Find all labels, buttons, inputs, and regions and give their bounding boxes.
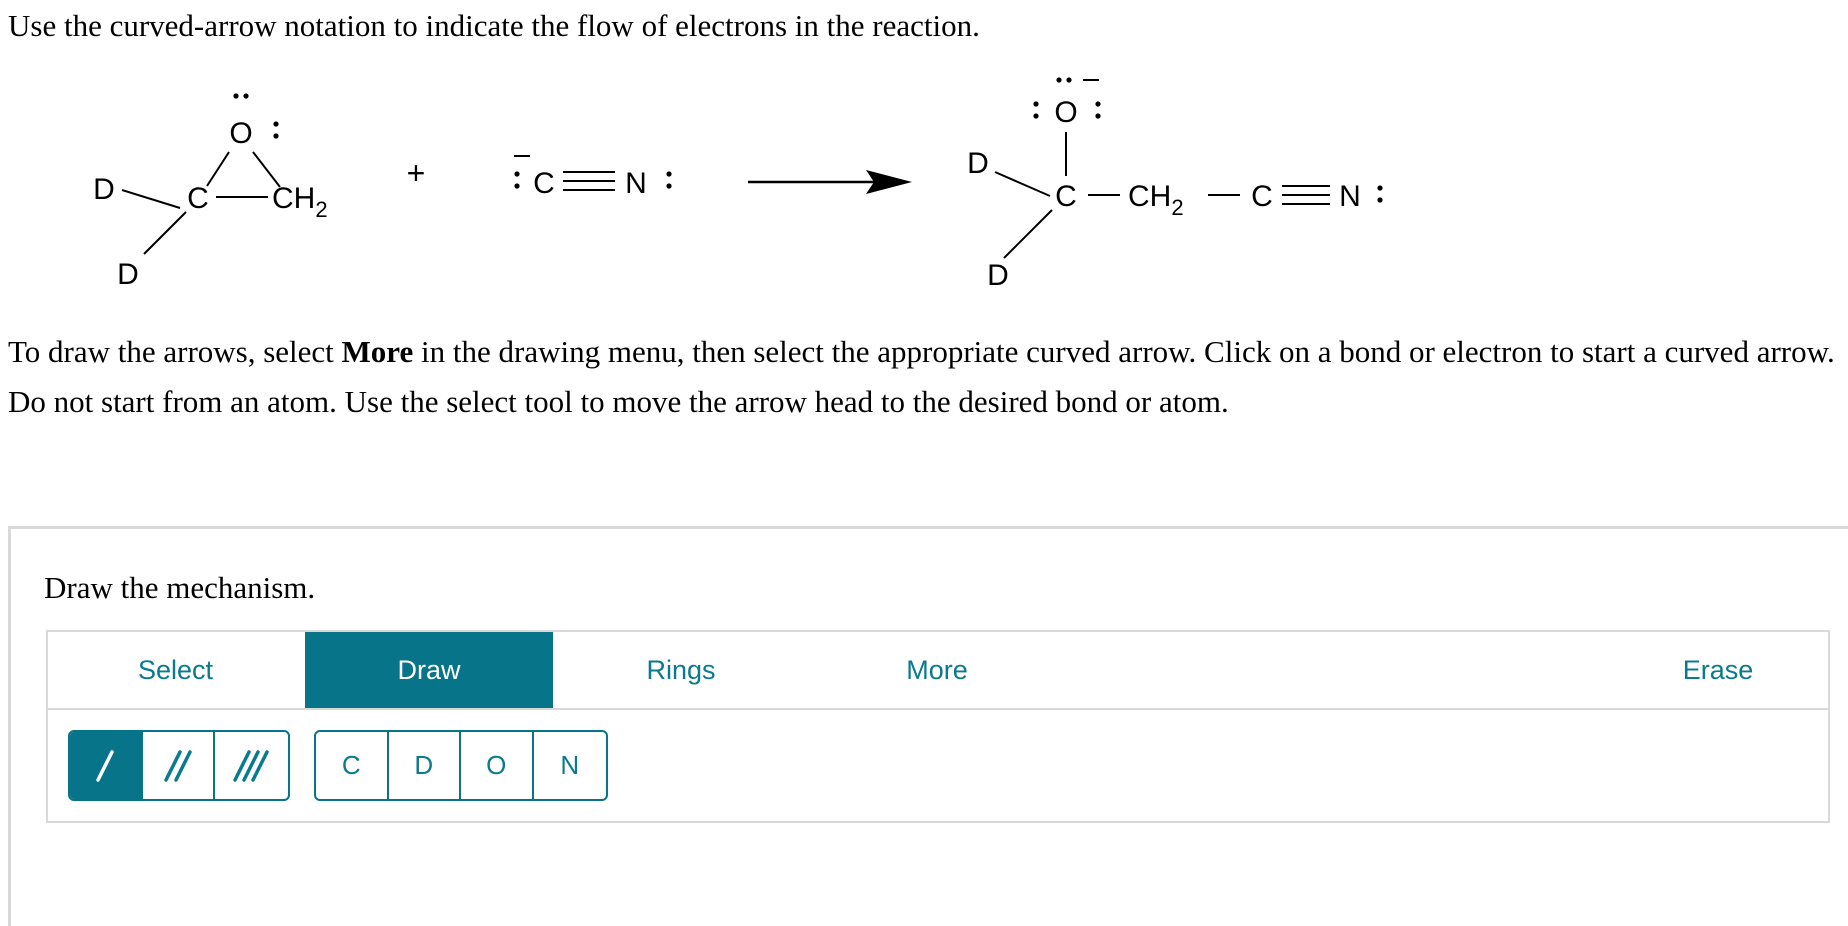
atom-o-button[interactable]: O (461, 732, 534, 799)
atom-n-button[interactable]: N (560, 750, 580, 780)
double-bond-icon (160, 746, 196, 786)
epoxide-d-top: D (93, 173, 115, 206)
drawing-editor (46, 630, 1830, 823)
atom-c-button[interactable]: C (316, 732, 389, 799)
menu-rings[interactable]: Rings (646, 655, 716, 685)
triple-bond-button[interactable] (215, 732, 288, 799)
product-nitrogen: N (1339, 180, 1361, 213)
epoxide-carbon: C (187, 182, 209, 215)
triple-bond-icon (231, 746, 273, 786)
plus-sign: + (406, 155, 426, 191)
bond-tools (68, 730, 290, 801)
atom-d-button[interactable]: D (389, 732, 462, 799)
reaction-scheme (0, 60, 1848, 320)
product-molecule (967, 77, 1382, 292)
epoxide-ch2: $CH_2$ (272, 182, 328, 222)
menu-erase[interactable]: Erase (1682, 655, 1754, 685)
menu-draw[interactable]: Draw (305, 632, 553, 708)
panel-title: Draw the mechanism. (44, 570, 316, 605)
product-ch2: $CH_2$ (1128, 180, 1184, 220)
epoxide-oxygen: O (229, 117, 253, 150)
reaction-arrow (748, 170, 912, 194)
editor-menubar (48, 632, 1828, 710)
atom-tools (314, 730, 608, 801)
product-carbon-1: C (1055, 180, 1077, 213)
menu-more[interactable]: More (906, 655, 968, 685)
product-d-top: D (967, 147, 989, 180)
reactant-epoxide (93, 93, 327, 291)
cyanide-carbon: C (533, 167, 555, 200)
instructions-paragraph: To draw the arrows, select More in the drawing menu, then select the appropriate curved arrow. Click on a bond or electron to start a curved arrow. Do not start from an atom. Use the select tool to move the arrow head to the desired bond or atom. (8, 334, 1835, 419)
epoxide-d-bottom: D (117, 258, 139, 291)
product-carbon-2: C (1251, 180, 1273, 213)
cyanide-nitrogen: N (625, 167, 647, 200)
product-oxygen: O (1054, 96, 1078, 129)
instruction-text: Use the curved-arrow notation to indicate the flow of electrons in the reaction. (8, 8, 980, 43)
reactant-cyanide (514, 156, 672, 200)
single-bond-button[interactable] (70, 732, 143, 799)
product-d-bottom: D (987, 259, 1009, 292)
more-emphasis: More (341, 334, 414, 369)
single-bond-icon (90, 746, 120, 786)
double-bond-button[interactable] (143, 732, 216, 799)
menu-select[interactable]: Select (137, 655, 214, 685)
